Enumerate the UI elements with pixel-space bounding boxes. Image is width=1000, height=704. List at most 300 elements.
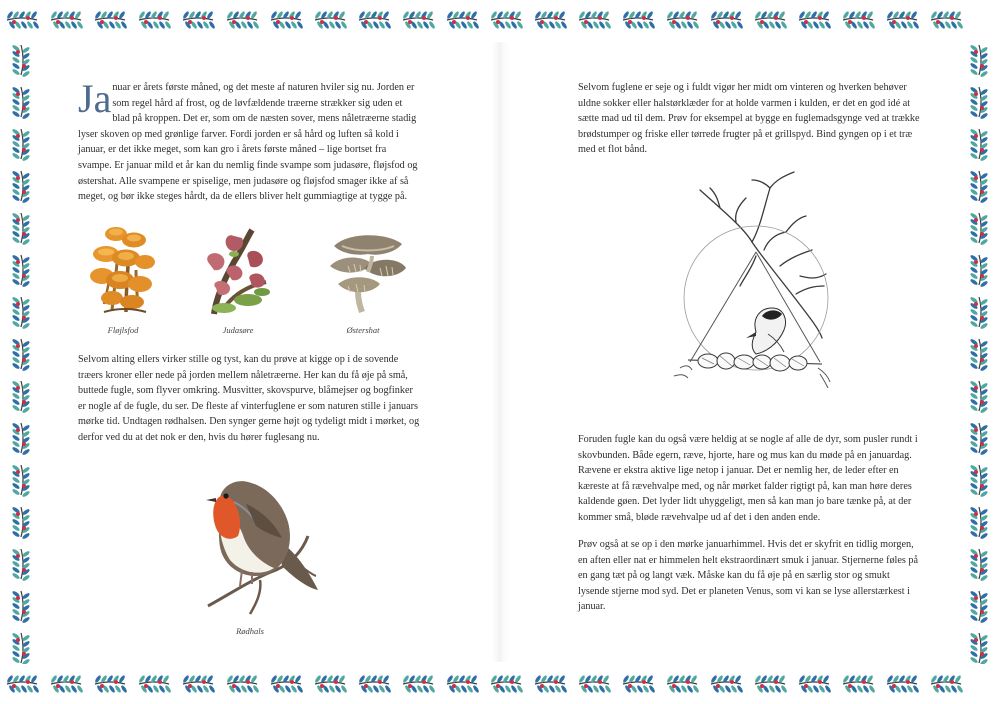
- border-leaf-icon: [12, 644, 21, 652]
- border-leaf-icon: [12, 230, 21, 238]
- border-berry-icon: [158, 680, 162, 684]
- border-sprig-icon: [12, 338, 31, 372]
- border-berry-icon: [730, 16, 734, 20]
- border-leaf-icon: [460, 21, 468, 30]
- border-leaf-icon: [980, 154, 989, 162]
- border-leaf-icon: [970, 266, 979, 274]
- border-leaf-icon: [944, 21, 952, 30]
- border-sprig-icon: [970, 422, 989, 456]
- border-leaf-icon: [114, 685, 122, 694]
- border-berry-icon: [804, 684, 808, 688]
- border-berry-icon: [408, 20, 412, 24]
- border-leaf-icon: [812, 21, 820, 30]
- border-sprig-icon: [12, 548, 31, 582]
- border-leaf-icon: [428, 685, 436, 694]
- border-leaf-icon: [338, 675, 346, 684]
- border-leaf-icon: [240, 685, 248, 694]
- border-leaf-icon: [372, 21, 380, 30]
- border-leaf-icon: [970, 140, 979, 148]
- border-leaf-icon: [12, 440, 21, 448]
- border-leaf-icon: [246, 21, 254, 30]
- border-leaf-icon: [108, 685, 116, 694]
- border-leaf-icon: [548, 21, 556, 30]
- border-berry-icon: [158, 16, 162, 20]
- border-leaf-icon: [290, 21, 298, 30]
- border-leaf-icon: [710, 675, 718, 684]
- border-berry-icon: [16, 512, 20, 516]
- border-berry-icon: [100, 684, 104, 688]
- border-leaf-icon: [754, 675, 762, 684]
- border-berry-icon: [716, 20, 720, 24]
- border-leaf-icon: [970, 98, 979, 106]
- border-leaf-icon: [294, 675, 302, 684]
- border-leaf-icon: [22, 574, 31, 582]
- border-leaf-icon: [250, 11, 258, 20]
- border-berry-icon: [974, 596, 978, 600]
- border-berry-icon: [974, 428, 978, 432]
- border-leaf-icon: [912, 21, 920, 30]
- border-leaf-icon: [50, 675, 58, 684]
- border-leaf-icon: [730, 21, 738, 30]
- border-leaf-icon: [604, 21, 612, 30]
- border-sprig-icon: [930, 11, 964, 30]
- border-leaf-icon: [516, 685, 524, 694]
- border-leaf-icon: [970, 182, 979, 190]
- border-leaf-icon: [980, 196, 989, 204]
- border-sprig-icon: [50, 675, 84, 694]
- border-leaf-icon: [20, 21, 28, 30]
- border-leaf-icon: [910, 675, 918, 684]
- border-berry-icon: [980, 610, 984, 614]
- border-leaf-icon: [970, 434, 979, 442]
- border-berry-icon: [672, 20, 676, 24]
- border-leaf-icon: [930, 11, 938, 20]
- border-leaf-icon: [270, 11, 278, 20]
- border-leaf-icon: [22, 532, 31, 540]
- border-leaf-icon: [690, 11, 698, 20]
- decorative-border-left: [0, 40, 42, 664]
- border-sprig-icon: [490, 675, 524, 694]
- border-leaf-icon: [868, 21, 876, 30]
- border-leaf-icon: [862, 685, 870, 694]
- border-sprig-icon: [710, 11, 744, 30]
- border-leaf-icon: [970, 146, 979, 154]
- border-leaf-icon: [12, 152, 21, 160]
- border-leaf-icon: [970, 482, 979, 490]
- border-leaf-icon: [12, 656, 21, 664]
- border-leaf-icon: [12, 308, 21, 316]
- border-sprig-icon: [970, 128, 989, 162]
- border-berry-icon: [56, 684, 60, 688]
- border-sprig-icon: [94, 11, 128, 30]
- border-leaf-icon: [246, 685, 254, 694]
- border-sprig-icon: [402, 675, 436, 694]
- border-leaf-icon: [384, 685, 392, 694]
- border-sprig-icon: [970, 632, 989, 664]
- border-leaf-icon: [70, 685, 78, 694]
- border-leaf-icon: [118, 11, 126, 20]
- border-leaf-icon: [22, 448, 31, 456]
- border-leaf-icon: [94, 11, 102, 20]
- border-berry-icon: [892, 684, 896, 688]
- border-sprig-icon: [182, 675, 216, 694]
- border-berry-icon: [290, 16, 294, 20]
- border-berry-icon: [22, 148, 26, 152]
- border-berry-icon: [598, 16, 602, 20]
- border-sprig-icon: [622, 675, 656, 694]
- border-leaf-icon: [980, 238, 989, 246]
- border-berry-icon: [584, 20, 588, 24]
- border-leaf-icon: [26, 21, 34, 30]
- border-sprig-icon: [12, 380, 31, 414]
- border-leaf-icon: [912, 685, 920, 694]
- border-leaf-icon: [970, 104, 979, 112]
- border-berry-icon: [980, 442, 984, 446]
- border-leaf-icon: [378, 685, 386, 694]
- border-leaf-icon: [970, 356, 979, 364]
- border-leaf-icon: [980, 616, 989, 624]
- border-leaf-icon: [460, 685, 468, 694]
- border-berry-icon: [70, 16, 74, 20]
- border-leaf-icon: [30, 675, 38, 684]
- border-sprig-icon: [578, 675, 612, 694]
- border-leaf-icon: [466, 685, 474, 694]
- border-berry-icon: [950, 680, 954, 684]
- border-leaf-icon: [754, 11, 762, 20]
- border-leaf-icon: [510, 685, 518, 694]
- border-leaf-icon: [270, 675, 278, 684]
- border-leaf-icon: [12, 350, 21, 358]
- border-leaf-icon: [314, 675, 322, 684]
- border-sprig-icon: [12, 86, 31, 120]
- border-sprig-icon: [490, 11, 524, 30]
- border-sprig-icon: [12, 128, 31, 162]
- border-leaf-icon: [6, 11, 14, 20]
- border-berry-icon: [114, 16, 118, 20]
- border-leaf-icon: [22, 154, 31, 162]
- border-leaf-icon: [6, 675, 14, 684]
- border-leaf-icon: [504, 685, 512, 694]
- border-leaf-icon: [692, 685, 700, 694]
- border-sprig-icon: [534, 675, 568, 694]
- border-berry-icon: [974, 260, 978, 264]
- border-leaf-icon: [970, 398, 979, 406]
- border-leaf-icon: [372, 685, 380, 694]
- border-leaf-icon: [446, 11, 454, 20]
- bird-feeder-swing-illustration: [660, 168, 832, 390]
- border-leaf-icon: [686, 21, 694, 30]
- border-leaf-icon: [22, 364, 31, 372]
- border-leaf-icon: [338, 11, 346, 20]
- border-sprig-icon: [12, 296, 31, 330]
- border-leaf-icon: [970, 194, 979, 202]
- border-leaf-icon: [294, 11, 302, 20]
- border-berry-icon: [378, 680, 382, 684]
- border-leaf-icon: [592, 685, 600, 694]
- border-berry-icon: [26, 680, 30, 684]
- border-leaf-icon: [554, 685, 562, 694]
- border-leaf-icon: [208, 21, 216, 30]
- border-berry-icon: [974, 512, 978, 516]
- border-berry-icon: [540, 684, 544, 688]
- border-leaf-icon: [970, 68, 979, 76]
- border-berry-icon: [276, 684, 280, 688]
- border-berry-icon: [56, 20, 60, 24]
- border-sprig-icon: [12, 212, 31, 246]
- border-leaf-icon: [730, 685, 738, 694]
- border-leaf-icon: [422, 21, 430, 30]
- border-sprig-icon: [182, 11, 216, 30]
- border-leaf-icon: [558, 11, 566, 20]
- border-leaf-icon: [724, 21, 732, 30]
- border-berry-icon: [364, 20, 368, 24]
- border-berry-icon: [320, 20, 324, 24]
- border-leaf-icon: [666, 675, 674, 684]
- border-leaf-icon: [970, 152, 979, 160]
- border-sprig-icon: [970, 296, 989, 330]
- border-sprig-icon: [970, 212, 989, 246]
- border-leaf-icon: [70, 21, 78, 30]
- border-berry-icon: [628, 20, 632, 24]
- border-leaf-icon: [970, 230, 979, 238]
- border-leaf-icon: [956, 685, 964, 694]
- border-berry-icon: [974, 302, 978, 306]
- border-berry-icon: [980, 526, 984, 530]
- border-leaf-icon: [592, 21, 600, 30]
- border-leaf-icon: [12, 446, 21, 454]
- feeder-paragraph: Selvom fuglene er seje og i fuldt vigør her midt om vinteren og hverken behøver uldne sokker eller halstørklæder for at holde varmen i kulden, er det en god idé at sætte mad ud til dem. Prøv for eksempel at bygge en fuglemadsgynge ved at trække brødstumper og friske eller tørrede frugter på et grillspyd. Bind gyngen op i et træ med et flot bånd.: [578, 82, 920, 156]
- border-berry-icon: [232, 20, 236, 24]
- border-leaf-icon: [94, 675, 102, 684]
- border-berry-icon: [466, 16, 470, 20]
- border-leaf-icon: [416, 21, 424, 30]
- border-berry-icon: [974, 50, 978, 54]
- border-berry-icon: [22, 652, 26, 656]
- border-berry-icon: [22, 274, 26, 278]
- border-berry-icon: [22, 190, 26, 194]
- border-leaf-icon: [202, 21, 210, 30]
- border-berry-icon: [974, 92, 978, 96]
- border-leaf-icon: [666, 11, 674, 20]
- border-leaf-icon: [12, 320, 21, 328]
- border-sprig-icon: [94, 675, 128, 694]
- border-berry-icon: [642, 680, 646, 684]
- border-sprig-icon: [534, 11, 568, 30]
- border-sprig-icon: [710, 675, 744, 694]
- border-berry-icon: [408, 684, 412, 688]
- robin-illustration: [190, 474, 320, 620]
- border-leaf-icon: [120, 21, 128, 30]
- border-leaf-icon: [252, 21, 260, 30]
- border-berry-icon: [422, 680, 426, 684]
- border-leaf-icon: [642, 685, 650, 694]
- border-leaf-icon: [328, 21, 336, 30]
- border-sprig-icon: [842, 11, 876, 30]
- border-leaf-icon: [12, 146, 21, 154]
- border-sprig-icon: [754, 11, 788, 30]
- border-leaf-icon: [768, 21, 776, 30]
- border-sprig-icon: [12, 632, 31, 664]
- border-sprig-icon: [754, 675, 788, 694]
- border-leaf-icon: [980, 112, 989, 120]
- border-leaf-icon: [384, 21, 392, 30]
- border-berry-icon: [974, 638, 978, 642]
- border-leaf-icon: [12, 56, 21, 64]
- border-sprig-icon: [12, 170, 31, 204]
- border-berry-icon: [22, 442, 26, 446]
- border-berry-icon: [188, 684, 192, 688]
- border-leaf-icon: [26, 685, 34, 694]
- border-leaf-icon: [970, 320, 979, 328]
- border-berry-icon: [804, 20, 808, 24]
- border-sprig-icon: [798, 675, 832, 694]
- border-leaf-icon: [780, 685, 788, 694]
- border-leaf-icon: [284, 685, 292, 694]
- border-leaf-icon: [32, 21, 40, 30]
- border-leaf-icon: [980, 322, 989, 330]
- border-leaf-icon: [866, 11, 874, 20]
- border-leaf-icon: [980, 490, 989, 498]
- border-berry-icon: [980, 568, 984, 572]
- border-berry-icon: [980, 484, 984, 488]
- border-berry-icon: [22, 526, 26, 530]
- border-leaf-icon: [900, 21, 908, 30]
- border-berry-icon: [276, 20, 280, 24]
- border-leaf-icon: [12, 362, 21, 370]
- border-berry-icon: [22, 232, 26, 236]
- border-berry-icon: [452, 20, 456, 24]
- robin-caption: Rødhals: [236, 626, 264, 636]
- border-berry-icon: [202, 16, 206, 20]
- border-berry-icon: [862, 680, 866, 684]
- border-leaf-icon: [22, 616, 31, 624]
- border-leaf-icon: [910, 11, 918, 20]
- border-berry-icon: [378, 16, 382, 20]
- border-berry-icon: [246, 16, 250, 20]
- border-leaf-icon: [358, 675, 366, 684]
- border-leaf-icon: [514, 11, 522, 20]
- border-sprig-icon: [970, 464, 989, 498]
- border-leaf-icon: [970, 362, 979, 370]
- border-leaf-icon: [158, 685, 166, 694]
- border-berry-icon: [774, 16, 778, 20]
- border-leaf-icon: [980, 364, 989, 372]
- border-leaf-icon: [422, 685, 430, 694]
- border-sprig-icon: [12, 422, 31, 456]
- border-leaf-icon: [152, 685, 160, 694]
- border-leaf-icon: [12, 602, 21, 610]
- border-leaf-icon: [646, 675, 654, 684]
- border-leaf-icon: [516, 21, 524, 30]
- border-sprig-icon: [446, 675, 480, 694]
- border-berry-icon: [16, 344, 20, 348]
- border-berry-icon: [364, 684, 368, 688]
- border-leaf-icon: [12, 236, 21, 244]
- border-leaf-icon: [22, 196, 31, 204]
- border-leaf-icon: [842, 675, 850, 684]
- border-leaf-icon: [822, 11, 830, 20]
- border-berry-icon: [16, 470, 20, 474]
- border-leaf-icon: [30, 11, 38, 20]
- border-leaf-icon: [602, 11, 610, 20]
- border-leaf-icon: [636, 21, 644, 30]
- border-leaf-icon: [970, 530, 979, 538]
- border-berry-icon: [12, 684, 16, 688]
- border-leaf-icon: [196, 21, 204, 30]
- border-berry-icon: [686, 16, 690, 20]
- border-leaf-icon: [578, 11, 586, 20]
- border-leaf-icon: [980, 658, 989, 664]
- border-leaf-icon: [970, 572, 979, 580]
- border-leaf-icon: [114, 21, 122, 30]
- border-leaf-icon: [970, 446, 979, 454]
- border-leaf-icon: [12, 476, 21, 484]
- border-leaf-icon: [736, 21, 744, 30]
- border-leaf-icon: [12, 434, 21, 442]
- border-leaf-icon: [534, 675, 542, 684]
- border-leaf-icon: [812, 685, 820, 694]
- border-leaf-icon: [980, 448, 989, 456]
- border-leaf-icon: [736, 685, 744, 694]
- border-berry-icon: [906, 680, 910, 684]
- border-leaf-icon: [12, 608, 21, 616]
- border-berry-icon: [232, 684, 236, 688]
- border-leaf-icon: [560, 21, 568, 30]
- border-leaf-icon: [12, 488, 21, 496]
- border-leaf-icon: [162, 11, 170, 20]
- border-leaf-icon: [866, 675, 874, 684]
- border-leaf-icon: [554, 21, 562, 30]
- border-berry-icon: [496, 684, 500, 688]
- border-berry-icon: [22, 568, 26, 572]
- border-leaf-icon: [120, 685, 128, 694]
- decorative-border-bottom: [0, 664, 1000, 704]
- border-leaf-icon: [470, 675, 478, 684]
- border-leaf-icon: [226, 11, 234, 20]
- border-sprig-icon: [970, 254, 989, 288]
- border-berry-icon: [16, 260, 20, 264]
- border-sprig-icon: [314, 675, 348, 694]
- border-berry-icon: [936, 684, 940, 688]
- birds-paragraph: Selvom alting ellers virker stille og tyst, kan du prøve at kigge op i de sovende træers kroner eller nede på jorden mellem nåletræerne. Her kan du få øje på små, buttede fugle, som flyver omkring. Musvitter, skovspurve, blåmejser og bogfinker er nogle af de fugle, du ser. De fleste af vinterfuglene er som naturen stille i januars mørke tid. Undtagen rødhalsen. Den synger gerne højt og tydeligt midt i mørket, og derfor ved du at det nok er den, hvis du hører fuglesang nu.: [78, 354, 420, 443]
- intro-paragraph: [78, 76, 421, 205]
- border-leaf-icon: [734, 11, 742, 20]
- border-leaf-icon: [944, 685, 952, 694]
- border-leaf-icon: [680, 685, 688, 694]
- border-leaf-icon: [158, 21, 166, 30]
- border-berry-icon: [26, 16, 30, 20]
- border-leaf-icon: [970, 350, 979, 358]
- border-leaf-icon: [980, 70, 989, 78]
- border-leaf-icon: [296, 21, 304, 30]
- border-sprig-icon: [138, 11, 172, 30]
- border-leaf-icon: [32, 685, 40, 694]
- border-leaf-icon: [12, 224, 21, 232]
- border-leaf-icon: [970, 614, 979, 622]
- border-leaf-icon: [328, 685, 336, 694]
- border-leaf-icon: [64, 21, 72, 30]
- border-leaf-icon: [862, 21, 870, 30]
- border-leaf-icon: [886, 675, 894, 684]
- border-leaf-icon: [284, 21, 292, 30]
- border-leaf-icon: [970, 224, 979, 232]
- border-leaf-icon: [980, 574, 989, 582]
- border-leaf-icon: [970, 404, 979, 412]
- border-leaf-icon: [74, 11, 82, 20]
- border-berry-icon: [848, 684, 852, 688]
- border-leaf-icon: [980, 406, 989, 414]
- border-leaf-icon: [12, 266, 21, 274]
